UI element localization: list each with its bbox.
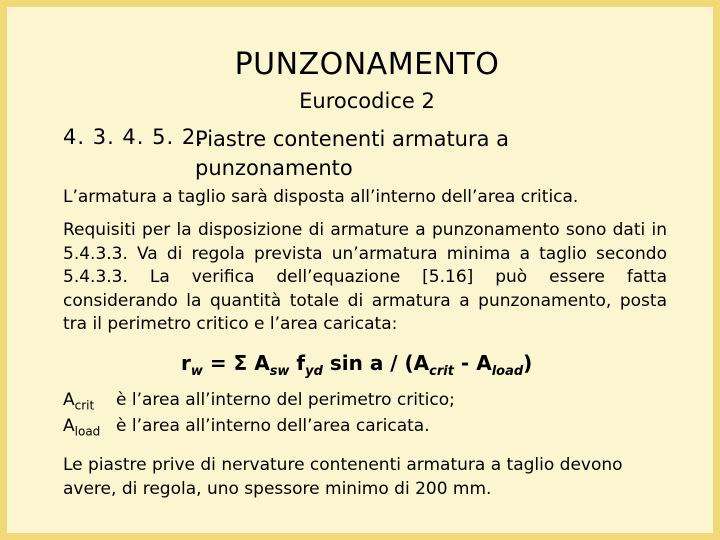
formula-f: f [289,351,306,375]
definition-symbol [63,390,116,412]
paragraph-3: Le piastre prive di nervature contenenti armatura a taglio devono avere, di regola, uno spessore minimo di 200 mm. [63,455,623,499]
formula-lhs-sub: w [190,364,203,379]
definition-symbol-sub: load [74,424,101,439]
formula-minus: - A [453,351,492,375]
definition-symbol-letter: A [63,390,75,410]
formula-close: ) [523,351,533,375]
formula [181,351,532,379]
definition-aload [63,416,430,438]
formula-mid: sin a / (A [322,351,430,375]
definition-symbol-letter: A [63,416,75,436]
formula-crit-sub: crit [429,364,454,379]
paragraph-2: Requisiti per la disposizione di armature a punzonamento sono dati in 5.4.3.3. Va di regola prevista un’armatura minima a taglio secondo 5.4.3.3. La verifica dell’equazione [5.16] può essere fatta considerando la quantità totale di armatura a punzonamento, posta tra il perimetro critico e l’area caricata: [63,220,667,334]
slide-title: PUNZONAMENTO [234,47,500,82]
formula-asw-sub: sw [269,364,290,379]
definition-symbol-sub: crit [74,398,95,413]
definition-symbol [63,416,116,438]
formula-load-sub: load [491,364,524,379]
slide-subtitle: Eurocodice 2 [299,89,435,113]
formula-lhs: r [181,351,191,375]
formula-eq: = Σ A [202,351,270,375]
definition-acrit [63,390,455,412]
section-title: Piastre contenenti armatura a punzonamento [195,127,510,180]
paragraph-1: L’armatura a taglio sarà disposta all’interno dell’area critica. [63,187,579,207]
definition-text: è l’area all’interno dell’area caricata. [116,416,430,436]
section-number: 4. 3. 4. 5. 2. [63,125,204,149]
formula-fyd-sub: yd [305,364,323,379]
definition-text: è l’area all’interno del perimetro critico; [116,390,455,410]
